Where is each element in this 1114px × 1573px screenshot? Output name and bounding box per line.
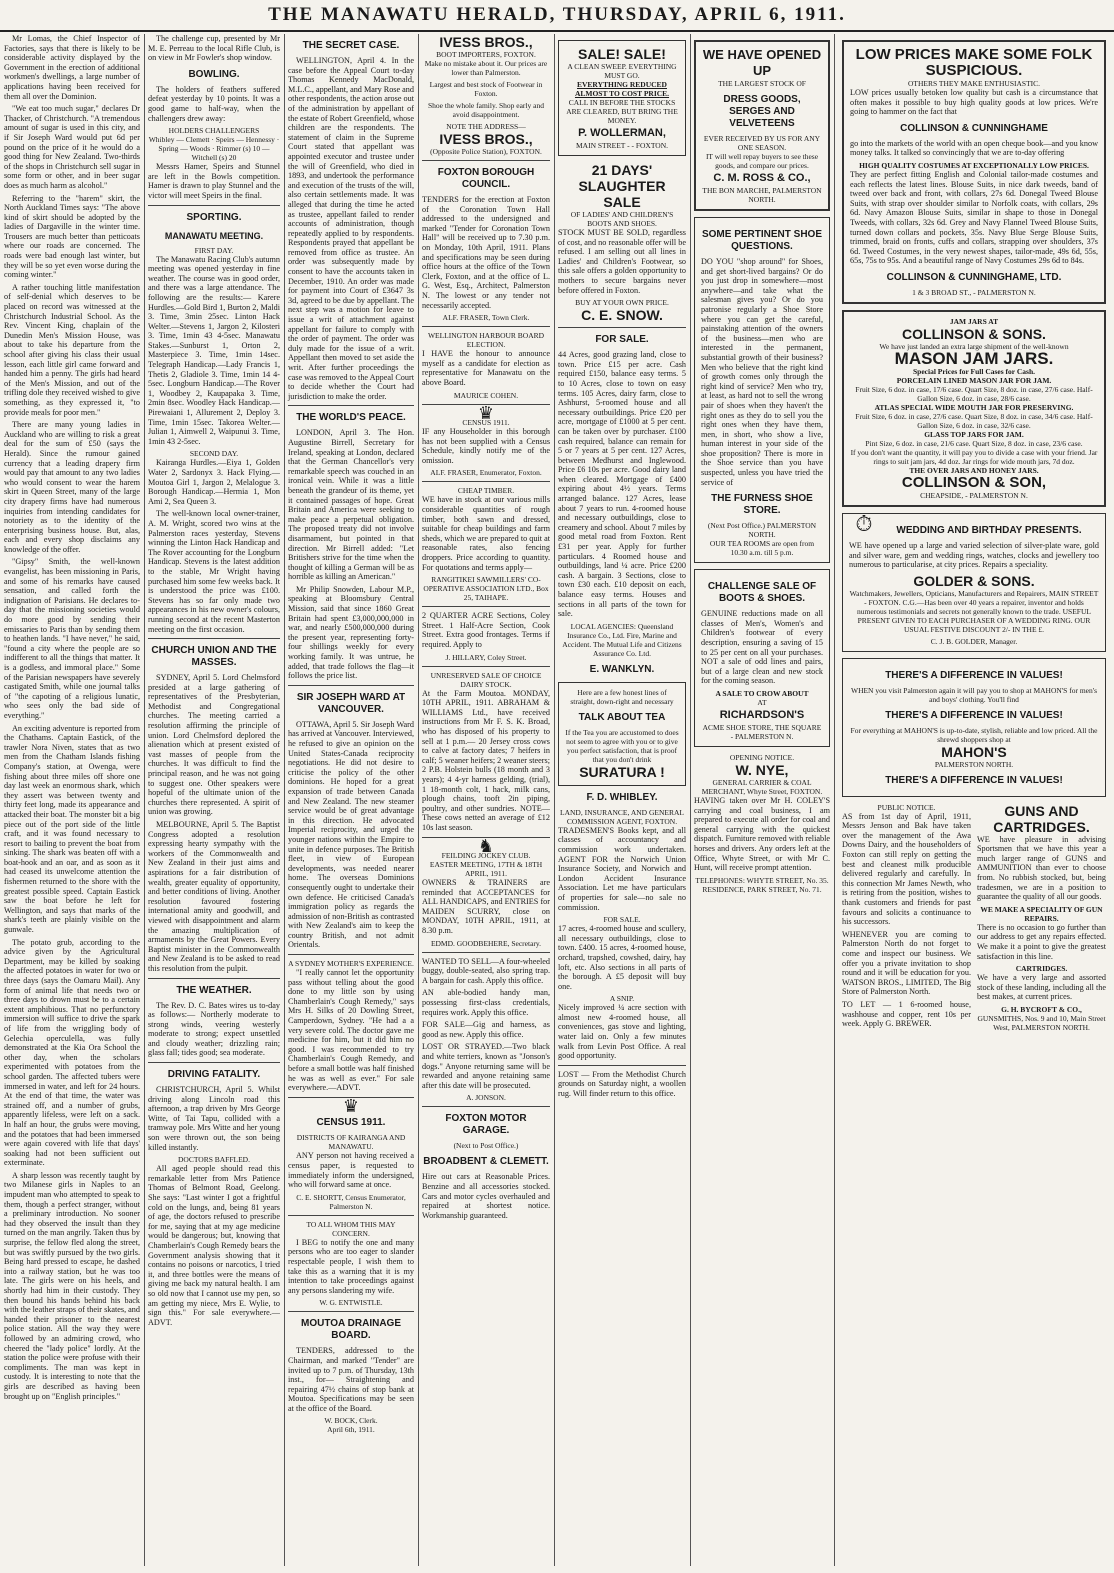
ad-text: Special Prices for Full Cases for Cash.: [912, 366, 1035, 376]
ad-text: DO YOU "shop around" for Shoes, and get short-lived bargains? Or do you just drop in somewhere—most anywhere—and take what the salesman gives you? Or do you patronise regularly a Shoe Store where you can get the careful, painstaking attention of the owners of the business—men who are interested in the permanent, substantial growth of their business? Men who believe that the right kind of growth comes only through the right kind of service? Men who try, at least, as hard not to sell the wrong pair of shoes when they haven't the right ones as they do to sell you the right ones when they have them, men, in short, who show a live, human interest in your side of the shoe proposition? There is more in the Shoe service than you have suspected, unless you have tried the service of: [701, 257, 823, 487]
bottom-ads-row: [842, 803, 1106, 1032]
signature: RANGITIKEI SAWMILLERS' CO-OPERATIVE ASSOCIATION LTD., Box 25, TAIHAPE.: [423, 575, 549, 603]
article-paragraph: The Manawatu Racing Club's autumn meeting was opened yesterday in fine weather. The course was in good order, and there was a large attendance. The following are the results:— Karere Hurdles.—Gold Bird 1, Burton 2, Maldi 3. Time, 3min 25sec. Linton Hack Welter.—Stevens 1, Jargon 2, Kilosteri 3. Time, 1min 43 4-5sec. Manawatu Stakes.—Sunburst 1, Orton 2, Masterpiece 3. Time, 1min 14sec. Telegraph Handicap.—Lady Francis 1, Thetis 2, Gladiole 3. Time, 1min 14 4-5sec. Longburn Handicap.—The Rover 1, Woodbey 2, Kaupapaka 3. Time, 2min 8sec. Woodley Hack Handicap.—Pirewaiani 1, Allurement 2, Deploy 3. Time, 1min 15sec. Takorea Welter.—Julian 1, Aimwell 2, Waipunui 3. Time, 1min 43 2-5sec.: [148, 254, 280, 446]
divider: [288, 1215, 414, 1216]
ad-text: OUR TEA ROOMS are open from 10.30 a.m. till 5 p.m.: [709, 539, 815, 558]
subhead-timber: CHEAP TIMBER.: [457, 486, 515, 496]
article-paragraph: Mr Lomas, the Chief Inspector of Factories, says that there is likely to be considerable activity displayed by the Government in the erection of additional workmen's dwellings, a large number of applications having been received for them all over the Dominion.: [4, 34, 140, 101]
ad-furness: [694, 217, 830, 563]
ad-difference-title-3: THERE'S A DIFFERENCE IN VALUES!: [885, 774, 1063, 786]
ad-address: PALMERSTON NORTH.: [934, 759, 1014, 769]
signature: C. J. B. GOLDER, Manager.: [930, 636, 1018, 646]
article-paragraph: Messrs Hamer, Speirs and Stunnel are left in the Bowls competition. Hamer is drawn to play Stunnel and the victor will meet Speirs in the final.: [148, 162, 280, 200]
divider: [148, 1062, 280, 1063]
headline-fatality: DRIVING FATALITY.: [167, 1069, 261, 1081]
ad-text: Make no mistake about it. Our prices are lower than Palmerston.: [424, 59, 548, 77]
divider: [422, 666, 550, 667]
article-paragraph: A rather touching little manifestation of self-denial which deserves to be placed on record was witnessed at the Christchurch Industrial School. As the Rev. Vincent King, chaplain of the Dunedin Men's Mission House, was about to take his departure from the school after giving his class their usual lesson, each little girl came forward and handed him a penny. The girls had heard of the Men's Mission, and out of the trifling dole they received wished to give something, as they expressed it, "to provide meals for poor men.": [4, 282, 140, 417]
coat-of-arms-icon: ♛: [342, 1095, 360, 1116]
divider: [422, 952, 550, 953]
ad-jam-jars: JAM JARS AT: [949, 316, 999, 326]
ad-opened-title: WE HAVE OPENED UP: [702, 47, 822, 78]
pocket-watch-icon: ⏱: [855, 510, 873, 536]
ad-gun-repairs: WE MAKE A SPECIALITY OF GUN REPAIRS.: [980, 904, 1103, 923]
article-paragraph: "Gipsy" Smith, the well-known evangelist, has been missioning in Paris, and some of his remarks have caused sensation, and called forth the indignation of Parisians. He declares to-day that the missioning societies would do more good by sending their emissaries to Paris than by sending them to heathen lands. "I have never," he said, "found a city where the people are so indifferent to all the things that matter. It is a godless, and immoral place." Some of the Parisian newspapers have severely castigated Smith, while one journal talks of "the capoting of a religious lunatic, who sees only the bad side of everything.": [4, 557, 140, 720]
ad-glass-head: GLASS TOP JARS FOR JAM.: [924, 429, 1024, 439]
ad-address: (Next Post Office.) PALMERSTON NORTH.: [707, 521, 817, 540]
divider: [422, 1106, 550, 1107]
ad-text: WE have pleasure in advising Sportsmen that we have this year a much larger range of GUNS and AMMUNITION than ever to choose from. No rubbish stocked, but, being tradesmen, we are in a position to guarantee the quality of all our goods.: [977, 834, 1106, 902]
subhead-jockey: FEILDING JOCKEY CLUB.: [441, 851, 531, 861]
subhead-snip: A SNIP.: [609, 994, 635, 1004]
ad-cs-name: COLLINSON & SON,: [901, 473, 1047, 491]
ad-text: 2 QUARTER ACRE Sections, Coley Street. 1 Half-Acre Section, Cook Street. Extra good frontages. Terms if required. Apply to: [422, 611, 550, 649]
ad-address: ACME SHOE STORE, THE SQUARE - PALMERSTON N.: [702, 723, 822, 741]
divider: [148, 638, 280, 639]
ad-collinson-sons: [842, 310, 1106, 507]
ad-text: If the Tea you are accustomed to does not seem to agree with you or to give you perfect satisfaction, that is proof that you don't drink: [565, 727, 679, 764]
article-paragraph: SYDNEY, April 5. Lord Chelmsford presided at a large gathering of representatives of the Presbyterian, Methodist and Congregational churches. The meeting carried a resolution affirming the principle of union. Lord Chelmsford deplored the alienation which at present existed of vast masses of people from the churches. It was difficult to find the principal reason, and he was not going to suggest one. Other speakers were hopeful of the ultimate union of the churches there represented. A spirit of union was growing.: [148, 673, 280, 817]
subhead-meeting: MANAWATU MEETING.: [164, 230, 264, 241]
headline-census: CENSUS 1911.: [316, 1117, 386, 1129]
ad-suratura-name: SURATURA !: [579, 763, 665, 780]
signature: C. E. SHORTT, Census Enumerator, Palmerston N.: [296, 1192, 406, 1211]
ad-difference-title: THERE'S A DIFFERENCE IN VALUES!: [885, 669, 1063, 681]
date: April 6th, 1911.: [327, 1425, 375, 1435]
column-2: [144, 34, 284, 1566]
subhead-doctors: DOCTORS BAFFLED.: [178, 1155, 250, 1165]
ad-text: NOTE THE ADDRESS—: [446, 122, 526, 131]
ad-difference-title-2: THERE'S A DIFFERENCE IN VALUES!: [885, 709, 1063, 721]
ad-collinson-cunninghame: [842, 40, 1106, 304]
ad-text: FOR SALE—Gig and harness, as good as new. Apply this office.: [422, 1020, 550, 1039]
ad-ivess-subtitle: BOOT IMPORTERS, FOXTON.: [436, 50, 536, 59]
ad-text: EVER RECEIVED BY US FOR ANY ONE SEASON.: [703, 134, 821, 152]
headline-weather: THE WEATHER.: [176, 984, 252, 996]
ad-text: We have just landed an extra large shipment of the well-known: [879, 341, 1069, 351]
coat-of-arms-icon: ♛: [477, 402, 495, 423]
column-4: [418, 34, 554, 1566]
divider: [288, 954, 414, 955]
ad-address: (Next to Post Office.): [453, 1141, 519, 1151]
ad-text: STOCK MUST BE SOLD, regardless of cost, and no reasonable offer will be refused. I am selling out all lines in Ladies' and Children's Footwear, so this sale offers a golden opportunity to mothers to secure bargains never before offered in Foxton.: [558, 228, 686, 295]
ad-shoe-title: SOME PERTINENT SHOE QUESTIONS.: [701, 229, 822, 252]
ad-text: LOST — From the Methodist Church grounds on Saturday night, a woollen rug. Will finder return to this office.: [558, 1069, 686, 1099]
subhead-second-day: SECOND DAY.: [189, 449, 239, 459]
ad-text: Fruit Size, 6 doz. in case, 27/6 case. Quart Size, 8 doz. in case, 34/6 case. Half-Gallon Size, 6 doz. in case, 32/6 case.: [855, 411, 1093, 430]
ad-text: Nicely improved ¼ acre section with almost new 4-roomed house, all conveniences, gas stove and lighting, water laid on. Only a few minutes walk from Levin Post Office. A real good opportunity.: [558, 1003, 686, 1061]
ad-mahon: [842, 658, 1106, 797]
signature: A. JONSON.: [466, 1093, 506, 1103]
ad-text: WANTED TO SELL—A four-wheeled buggy, double-seated, also spring trap. A bargain for cash. Apply this office.: [422, 956, 551, 985]
ad-cartridges: CARTRIDGES.: [1015, 964, 1068, 974]
article-paragraph: MELBOURNE, April 5. The Baptist Congress adopted a resolution expressing hearty sympathy with the workers of the Commonwealth and New Zealand in their just aims and aspirations for a fair distribution of wealth, greater equality of opportunity, and better conditions of living. Another resolution favoured fostering international amity and goodwill, and viewed with disappointment and alarm the amazing multiplication of armaments by the Great Powers. Every Baptist minister in the Commonwealth and New Zealand is to be asked to read this resolution from the pulpit.: [148, 820, 280, 973]
ad-text: GENUINE reductions made on all classes of Men's, Women's and Children's footwear of every description, ensuring a saving of 15 to 25 per cent on all your purchases. NOT a sale of odd lines and pairs, but of a large clean and new stock for the coming season.: [701, 609, 823, 686]
subhead-mother: A SYDNEY MOTHER'S EXPERIENCE.: [288, 959, 414, 969]
bowling-table-head: HOLDERS CHALLENGERS: [168, 126, 260, 136]
ad-whibley-name: F. D. WHIBLEY.: [586, 791, 658, 803]
article-paragraph: LONDON, April 3. The Hon. Augustine Birrell, Secretary for Ireland, speaking at London, declared that the German Chancellor's very remarkable speech was couched in an ironical vein. While it was a little beneath the grandeur of its theme, yet it contained passages of hope. Great Britain and America were seeking to make peace a perpetual obligation. The proposed treaty did not involve disarmament, but pointed in that direction. Mr Birrell added: "Let Britishers strive for the time when the thought of killing a German will be as horrible as killing an American.": [288, 428, 414, 582]
ad-text: Largest and best stock of Footwear in Foxton.: [429, 80, 543, 98]
signature: MAURICE COHEN.: [453, 390, 519, 400]
ad-dress-goods: DRESS GOODS, SERGES AND VELVETEENS: [723, 94, 801, 129]
headline-drainage: MOUTOA DRAINAGE BOARD.: [301, 1318, 401, 1342]
ad-address: GUNSMITHS, Nos. 9 and 10, Main Street West, PALMERSTON NORTH.: [977, 1014, 1106, 1032]
ad-nye-name: W. NYE,: [735, 762, 789, 778]
ad-wedding-title: WEDDING AND BIRTHDAY PRESENTS.: [896, 524, 1082, 536]
ad-ivess-title: IVESS BROS.,: [439, 34, 533, 50]
signature: J. HILLARY, Coley Street.: [445, 652, 527, 662]
column-7: [834, 34, 1114, 1566]
article-paragraph: The Rev. D. C. Bates wires us to-day as follows:— Northerly moderate to strong winds, veering westerly moderate to strong; expect unsettled and cloudy weather; drizzling rain; glass fall; tides good; sea moderate.: [148, 1000, 280, 1058]
divider: [558, 1065, 686, 1066]
divider: [288, 1311, 414, 1312]
article-paragraph: Referring to the "harem" skirt, the North Auckland Times says: "The above kind of skirt should be adopted by the ladies of Dargaville in the winter time. Trousers are much better than petticoats where our roads are concerned. The roads were bad enough last winter, but they will be so yet even worse during the coming winter.": [4, 193, 140, 280]
article-paragraph: TENDERS, addressed to the Chairman, and marked "Tender" are invited up to 7 p.m. of Thursday, 13th inst., for— Straightening and repairing 47½ chains of stop bank at Moutoa. Specifications may be seen at the office of the Board.: [288, 1346, 414, 1413]
headline-garage: FOXTON MOTOR GARAGE.: [445, 1113, 527, 1137]
ad-text: THE LARGEST STOCK OF: [718, 79, 806, 88]
ad-costumes-head: HIGH QUALITY COSTUMES AT EXCEPTIONALLY LOW PRICES.: [859, 160, 1089, 170]
subhead-easter: EASTER MEETING, 17TH & 18TH APRIL, 1911.: [429, 860, 543, 879]
divider: [148, 205, 280, 206]
ad-atlas-head: ATLAS SPECIAL WIDE MOUTH JAR FOR PRESERVING.: [874, 402, 1074, 412]
ad-text: CALL IN BEFORE THE STOCKS ARE CLEARED, BUT BRING THE MONEY.: [566, 98, 678, 125]
divider: [288, 405, 414, 406]
ad-wollerman-name: P. WOLLERMAN,: [578, 127, 666, 139]
ad-text: They are perfect fitting English and Colonial tailor-made costumes and each reflects the latest lines. Blouse Suits, in nice dark tweeds, band of tweed over back and front, with collars, 27s 6d. Donegal Tweed Blouse Suits, with strap over shoulder similar to Norfolk coats, with collars, 29s 6d. Navy Amazon Blouse Suits, similar in shape to those in Donegal Tweeds, with collars, 32s 6d. Grey and Navy Flannel Tweed Blouse Suits, turned down collars and pockets, 35s. Navy Blue Serge Blouse Suits, trimmed, braid on fronts, cuffs and collars, strapping over shoulders, 37s 6d. Tweed Costumes, in the very newest shapes, tailor-made, 49s 6d, 55s, 65s, 75s to 95s. And a beautiful range of Navy Costumes 29s 6d to 84s.: [850, 169, 1098, 266]
ad-text: AN able-bodied handy man, possessing first-class credentials, requires work. Apply this office.: [422, 988, 550, 1017]
ad-richardson: [694, 569, 830, 747]
ad-telephones: TELEPHONES: WHYTE STREET, No. 35. RESIDENCE, PARK STREET, No. 71.: [695, 875, 829, 894]
ad-text: Here are a few honest lines of straight, down-right and necessary: [570, 687, 674, 706]
ad-text: LOW prices usually betoken low quality but cash is a circumstance that often makes it possible to buy high quality goods at low prices. We're going to hammer on the fact that: [850, 88, 1098, 117]
ad-text: TENDERS for the erection at Foxton of the Coronation Town Hall addressed to the undersigned and marked "Tender for Coronation Town Hall" will be received up to 7.30 p.m. on Monday, 10th April, 1911. Plans and specifications may be seen during office hours at the office of the Town Clerk, Foxton, and at the office of L. G. West, Esq., Architect, Palmerston N. The lowest or any tender not necessarily accepted.: [422, 195, 550, 310]
ad-text: I HAVE the honour to announce myself as a candidate for election as representative for Manawatu on the above Board.: [422, 349, 550, 387]
ad-text: 17 acres, 4-roomed house and scullery, all necessary outbuildings, close to town. £400. 15 acres, 4-roomed house, orchard, trapshed, cowshed, dairy, hay loft, etc. Also sections in all parts of the borough. A £5 deposit will buy one.: [558, 924, 686, 991]
headline-for-sale: FOR SALE.: [595, 334, 649, 346]
ad-tea-title: TALK ABOUT TEA: [578, 711, 666, 723]
ad-text: HAVING taken over Mr H. COLEY'S carrying and coal business, I am prepared to execute all order for coal and general carrying with the quickest dispatch. Furniture removed with reliable horses and drivers. Any orders left at the Office, Whyte Street, or with Mr C. Hunt, will receive prompt attention.: [694, 796, 830, 873]
ad-sale-title: SALE! SALE!: [578, 46, 666, 62]
headline-council: FOXTON BOROUGH COUNCIL.: [437, 167, 535, 190]
ad-bycroft: [977, 803, 1106, 1032]
article-paragraph: CHRISTCHURCH, April 5. Whilst driving along Lincoln road this afternoon, a trap driven by Mrs George Witte, of Tai Tapu, collided with a tramway pole. Mrs Witte and her young son were thrown out, the son being killed instantly.: [148, 1085, 280, 1152]
ad-subtitle: OTHERS THEY MAKE ENTHUSIASTIC.: [907, 79, 1041, 88]
article-paragraph: Mr Philip Snowden, Labour M.P., speaking at Bloomsbury Central Mission, said that since 1860 Great Britain had spent £3,000,000,000 in war, and nearly £500,000,000 during the present year, representing forty-four shillings weekly for every working family. It was untrue, he added, that trade follows the flag—it follows the price list.: [288, 584, 414, 681]
article-paragraph: "I really cannot let the opportunity pass without telling about the good done to my little son by using Chamberlain's Cough Remedy," says Mrs H. Silks of 20 Dowling Street, Camperdown, Sydney. "He had a a very severe cold. The doctor gave me medicine for him, but it did him no good. I was recommended to try Chamberlain's Cough Remedy, and before a small bottle was half finished he was as well as ever." For sale everywhere.—ADVT.: [288, 968, 414, 1093]
divider: [422, 606, 550, 607]
article-paragraph: ANY person not having received a census paper, is requested to immediately inform the undersigned, who will forward same at once.: [288, 1151, 414, 1190]
ad-golder-name: GOLDER & SONS.: [913, 572, 1035, 589]
ad-golder: [842, 510, 1106, 652]
ad-address: CHEAPSIDE, - PALMERSTON N.: [920, 490, 1028, 500]
ad-text: Pint Size, 6 doz. in case, 21/6 case. Quart Size, 8 doz. in case, 23/6 case.: [865, 438, 1083, 448]
divider: [558, 327, 686, 328]
headline-bowling: BOWLING.: [188, 68, 240, 80]
ad-text: Watchmakers, Jewellers, Opticians, Manufacturers and Repairers, MAIN STREET - FOXTON. C.G.—Has been over 40 years a repairer, inventor and holds numerous testimonials and secrets not generally known to the trade. USEFUL PRESENT GIVEN TO EACH PURCHASER OF A WEDDING RING. OUR USUAL FESTIVE DISCOUNT 2/- IN THE £.: [849, 588, 1099, 634]
ad-text: Fruit Size, 6 doz. in case, 17/6 case. Quart Size, 8 doz. in case, 27/6 case. Half-Gallon Size, 6 doz. in case, 28/6 case.: [855, 384, 1093, 403]
ad-furness-name: THE FURNESS SHOE STORE.: [711, 493, 813, 517]
signature: ALF. FRASER, Town Clerk.: [442, 313, 530, 323]
ad-ross-name: C. M. ROSS & CO.,: [713, 172, 811, 184]
ad-guns-title: GUNS AND CARTRIDGES.: [993, 802, 1090, 835]
article-paragraph: The well-known local owner-trainer, A. M. Wright, scored two wins at the Palmerston races yesterday, Stevens winning the Linton Hack Handicap and The Rover accounting for the Longburn Handicap. Stevens is the latest addition to the stable, Mr Wright having purchased him some few weeks back. It is understood the price was £100. Stevens has so far only made two appearances in his new owner's colours, running second at the recent Masterton meeting on the first occasion.: [148, 509, 280, 634]
article-paragraph: The holders of feathers suffered defeat yesterday by 10 points. It was a good game to half-way, when the challengers drew away:: [148, 84, 280, 123]
ad-text: We have a very large and assorted stock of these landing, including all the best makes, at current prices.: [977, 973, 1106, 1002]
column-1: [0, 34, 144, 1566]
racehorse-icon: ♞: [477, 835, 495, 856]
article-paragraph: WELLINGTON, April 4. In the case before the Appeal Court to-day Thomas Kennedy MacDonald, M.L.C., appellant, and Mary Rose and other respondents, the action arose out of the administration by appellant of the estate of Robert Greenfield, whose children are the respondents. The statement of claim in the Supreme Court stated that appellant was appointed executor and trustee under the will of Greenfield, who died in 1893, and undertook the performance and execution of the trusts of the will, also certain settlements made. It was alleged that during the time he acted as trustee, appellant failed to render accounts of administration, though repeatedly applied to by respondents. Respondents prayed that appellant be removed from office as trustee. An order was subsequently made by consent to have the accounts taken in December, 1910. An order was made for payment into Court of £3647 3s 3d, agreed to be due by appellant. The next step was a motion for leave to issue a writ of attachment against appellant for failure to comply with the order of payment. The order was duly made for the issue of a writ. Appellant then moved to set aside the writ. After further proceedings the case was removed to the Appeal Court to decide whether the Court had jurisdiction to make the order.: [288, 56, 414, 401]
headline-secret-case: THE SECRET CASE.: [302, 40, 400, 51]
ad-text: TO LET — 1 6-roomed house, washhouse and copper, rent 10s per week. Apply G. BREWER.: [842, 999, 971, 1029]
ad-cc-ltd: COLLINSON & CUNNINGHAME, LTD.: [886, 271, 1062, 283]
ad-text: OWNERS & TRAINERS are reminded that ACCEPTANCES for ALL HANDICAPS, and ENTRIES for MAIDEN SCURRY, close on MONDAY, 10TH APRIL, 1911, at 8.30 p.m.: [422, 878, 550, 936]
ad-text: IF any Householder in this borough has not been supplied with a Census Schedule, kindly notify me of the omission.: [422, 427, 550, 465]
ad-text: WE have in stock at our various mills considerable quantities of rough timber, both sawn and dressed, suitable for cheap buildings and farm sheds, which we are prepared to quit at reasonable rates, also fencing droppers. Price according to quantity. For quotations and terms apply—: [422, 495, 550, 572]
ad-text: Shoe the whole family. Shop early and avoid disappointment.: [428, 101, 544, 119]
ad-low-prices-title: LOW PRICES MAKE SOME FOLK SUSPICIOUS.: [855, 46, 1093, 79]
ad-crow: A SALE TO CROW ABOUT: [715, 689, 809, 698]
ad-ross: [694, 40, 830, 211]
ad-text: LOCAL AGENCIES: Queensland Insurance Co., Ltd. Fire, Marine and Accident. The Mutual Life and Citizens Assurance Co. Ltd.: [562, 621, 682, 658]
ad-porcelain-head: PORCELAIN LINED MASON JAR FOR JAM.: [896, 375, 1052, 385]
signature: W. G. ENTWISTLE.: [319, 1298, 383, 1308]
ad-text: WHENEVER you are coming to Palmerston North do not forget to come and inspect our business. We offer you a private invitation to shop round and it will be education for you. WATSON BROS., LIMITED, The Big Store of Palmerston North.: [842, 929, 971, 997]
divider: [148, 978, 280, 979]
signature: W. BOCK, Clerk.: [324, 1416, 378, 1426]
column-5: [554, 34, 690, 1566]
divider: [288, 685, 414, 686]
subhead-harbour: WELLINGTON HARBOUR BOARD ELECTION.: [427, 331, 545, 350]
article-paragraph: I BEG to notify the one and many persons who are too eager to slander respectable people, I wish them to take this as a warning that it is my intention to take proceedings against any persons slandering my wife.: [288, 1237, 414, 1295]
article-paragraph: There are many young ladies in Auckland who are willing to risk a great deal for the sum of £50 (says the Herald). Since the rumour gained currency that a leading drapery firm would pay that amount to any two ladies who would consent to wear the harem skirt in Queen Street, many of the large city drapery firms have had numerous inquiries from intending candidates for notoriety as to the identity of the enterprising business house. But, alas, each and every shop disclaims any knowledge of the offer.: [4, 420, 140, 554]
ad-text: EVERYTHING REDUCED ALMOST TO COST PRICE.: [574, 80, 670, 98]
subhead-first-day: FIRST DAY.: [194, 245, 234, 255]
subhead-dairy: UNRESERVED SALE OF CHOICE DAIRY STOCK.: [430, 670, 542, 689]
ad-text: TRADESMEN'S Books kept, and all classes of accountancy and commission work undertaken. AGENT FOR the Norwich Union Insurance Society, and Norwich and London Accident Insurance Association. Let me have particulars of properties for sale—no sale no commission.: [558, 825, 686, 912]
ad-text: 44 Acres, good grazing land, close to town. Price £15 per acre. Cash required £150, balance easy terms. 5 to 10 Acres, close to town on easy terms. 105 Acres, dairy farm, close to Ashhurst, 5-roomed house and all necessary outbuildings. Price £20 per acre, mortgage of £1000 at 5 per cent. can be taken over by purchaser. £100 cash required, balance can remain for 5 or 7 years at 5 per cent. 127 Acres, between Medhurst and Inglewood. Price £6 10s per acre. Good dairy land when cleared. Mortgage of £400 expiring about 4½ years. Terms arranged balance. 127 Acres, lease about 7 years to run. 4-roomed house and necessary outbuildings, close to creamery and school. About 7 miles by good metal road from Foxton. Rent £31 per year. Apply for further particulars. 4 Roomed house and outbuildings, land ¼ acre. Price £200 cash. A bargain. 3 Sections, close to town £30 each. £10 deposit on each, balance easy terms. Houses and sections in all parts of the town for sale.: [558, 350, 687, 619]
ad-over-jars: THE OVER JARS AND HONEY JARS.: [909, 465, 1039, 475]
ad-richardson-name: RICHARDSON'S: [719, 709, 805, 721]
column-6: [690, 34, 834, 1566]
ad-address: (Opposite Police Station), FOXTON.: [430, 147, 542, 156]
ad-text: Hire out cars at Reasonable Prices. Benzine and all accessories stocked. Cars and motor cycles overhauled and repaired at shortest notice. Workmanship guaranteed.: [422, 1172, 550, 1220]
ad-ivess-title-2: IVESS BROS.,: [439, 131, 533, 147]
ad-text: For everything at MAHON'S is up-to-date, stylish, reliable and low priced. All the shrewd shoppers shop at: [850, 725, 1098, 744]
subhead-opening-notice: OPENING NOTICE.: [729, 753, 795, 762]
ad-public-notice: [842, 803, 971, 1032]
ad-text: go into the markets of the world with an open cheque book—and you know money talks. It talked so convincingly that we are to-day offering: [850, 138, 1098, 158]
subhead-concern: TO ALL WHOM THIS MAY CONCERN.: [306, 1219, 396, 1238]
ad-mahon-name: MAHON'S: [941, 743, 1007, 760]
article-paragraph: A sharp lesson was recently taught by two Milanese girls in Naples to an impudent man who attempted to speak to them, though a perfect stranger, without a preliminary introduction. No sooner had they observed the insult than they turned on the man angrily. Taken thus by surprise, the fellow fled along the street, but was swiftly pursued by the two girls. Being hard pressed to escape, he dashed into a railway station, but he was too late. The girls were on his heels, and shortly had him in their custody. They then bound his hands behind his back with the leather straps of their skates, and handed their prisoner to the nearest police station. All the way they were followed by an admiring crowd, who cheered the "lady police" lordly. At the station the police were profuse with their compliments. The man was kept in custody. It is interesting to note that the girls are described as having been brought up on "English principles.": [4, 1170, 140, 1401]
article-paragraph: OTTAWA, April 5. Sir Joseph Ward has arrived at Vancouver. Interviewed, he refused to give an opinion on the United States-Canada reciprocity negotiations. He did not desire to criticise the policy of the other dominions. He hoped for a great expansion of trade between Canada and New Zealand. The new steamer service would be of great advantage in this direction. He advocated Imperial reciprocity, and urged the younger nations within the Empire to unite in defence purposes. The British fleet, in view of European developments, was needed nearer home. The overseas Dominions consequently ought to undertake their own defence. He criticised Canada's immigration policy as regards the admission of non-British as contrasted with New Zealand's aim to keep the country British, and not admit Orientals.: [288, 719, 414, 950]
ad-text: BUY AT YOUR OWN PRICE.: [575, 298, 669, 308]
ad-text: A CLEAN SWEEP. EVERYTHING MUST GO.: [567, 62, 677, 80]
ad-snow-name: C. E. SNOW.: [581, 307, 663, 324]
ad-wanklyn-name: E. WANKLYN.: [589, 663, 655, 675]
ad-text: LOST OR STRAYED.—Two black and white terriers, known as "Jonson's dogs." Anyone returning same will be rewarded and anyone retaining same after this date will be prosecuted.: [422, 1042, 550, 1090]
headline-church: CHURCH UNION AND THE MASSES.: [151, 645, 277, 669]
article-paragraph: The potato grub, according to the advice given by the Agricultural Department, may be killed by soaking the affected potatoes in water for two or three days (says the Oamaru Mail). Any form of animal life that needs two or three days to drown must be to a certain extent amphibious. That no perfunctory immersion will suffice to drive the spark of life from the wriggling body of Gelechia operculella, was fully demonstrated at the Kia Ora School the other day, when the scholars experimented with potatoes from the school garden. The affected tubers were immersed in water, and left for 24 hours. At the end of that time, the water was strained off, and a number of grubs, apparently lifeless, were left on a sack. In half an hour, the grubs were moving, and the potatoes that had been immersed were again covered with life that days' soaking had not been sufficient out exterminate.: [4, 937, 140, 1168]
subhead-for-sale: FOR SALE.: [603, 915, 641, 925]
headline-worlds-peace: THE WORLD'S PEACE.: [296, 412, 406, 424]
ad-sons-name: COLLINSON & SONS.: [902, 325, 1046, 342]
article-paragraph: The challenge cup, presented by Mr M. E. Perreau to the local Rifle Club, is on view in Mr Fowler's shop window.: [148, 34, 280, 63]
ad-collinson-name: COLLINSON & CUNNINGHAME: [900, 122, 1048, 134]
ad-text: IT will well repay buyers to see these goods, and compare our prices.: [705, 152, 819, 170]
ad-text: WE have opened up a large and varied selection of silver-plate ware, gold and silver ware, gem and wedding rings, watches, clocks and jewellery too numerous to particularise, at city prices. Repairs a speciality.: [849, 540, 1099, 570]
ad-challenge-title: CHALLENGE SALE OF BOOTS & SHOES.: [707, 581, 817, 605]
ad-slaughter-subtitle: OF LADIES' AND CHILDREN'S BOOTS AND SHOES.: [570, 210, 674, 228]
subhead-districts: DISTRICTS OF KAIRANGA AND MANAWATU.: [296, 1133, 406, 1152]
signature: ALF. FRASER, Enumerator, Foxton.: [430, 468, 542, 478]
headline-broadbent: BROADBENT & CLEMETT.: [423, 1156, 549, 1168]
ad-wollerman: [558, 40, 686, 156]
signature: EDMD. GOODBEHERE, Secretary.: [430, 938, 542, 948]
ad-address: MAIN STREET - - FOXTON.: [575, 141, 668, 150]
ad-suratura: [558, 682, 686, 786]
subhead-public-notice: PUBLIC NOTICE.: [877, 802, 936, 812]
ad-text: AT: [757, 698, 767, 707]
ad-text: At the Farm Moutoa. MONDAY, 10TH APRIL, 1911. ABRAHAM & WILLIAMS Ltd., have received instructions from Mr F. S. K. Broad, who has disposed of his property to sell at 1 p.m.— 20 Jersey cross cows to calve at factory dates; 7 heifers in calf; 5 weaner heifers; 2 weaner steers; 2 P.B. Holstein bulls (18 month and 3 years); 4 4-yr harness gelding, (trial), 1 18-month colt, 1 hack, milk cans, plough chains, tooft 2in piping, poultry, and other sundries. NOTE—These cows netted an average of £12 10s last season.: [422, 688, 550, 832]
headline-ward: SIR JOSEPH WARD AT VANCOUVER.: [296, 691, 406, 715]
ad-whibley-subtitle: LAND, INSURANCE, AND GENERAL COMMISSION AGENT, FOXTON.: [560, 807, 684, 826]
ad-ross-address: THE BON MARCHE, PALMERSTON NORTH.: [702, 186, 822, 204]
ad-text: There is no occasion to go further than our address to get any repairs effected. We make it a point to give the greatest satisfaction in this line.: [977, 922, 1106, 961]
article-paragraph: Kairanga Hurdles.—Eiya 1, Golden Water 2, Sardonyx 3. Hack Flying.—Moutoa Girl 1, Jargon 2, Melalogue 3. Borough Handicap.—Hermia 1, Mon Ami 2, Sea Queen 3.: [148, 458, 280, 506]
ad-mason-title: MASON JAM JARS.: [894, 348, 1054, 368]
headline-sporting: SPORTING.: [186, 211, 242, 223]
article-paragraph: "We eat too much sugar," declares Dr Thacker, of Christchurch. "A tremendous amount of sugar is used in this city, and if Sir Joseph Ward would put 6d per pound on the price of it he would do a good thing for New Zealand. Two-thirds of the shops in Christchurch sell sugar in some form or other, and in beer sugar does as much harm as alcohol.": [4, 104, 140, 190]
divider: [422, 481, 550, 482]
divider: [422, 326, 550, 327]
article-paragraph: All aged people should read this remarkable letter from Mrs Patience Thomas of Belmont Road, Geelong. She says: "Last winter I got a frightful cold on the lungs, and, being 81 years of age, the doctors refused to prescribe for me, saying that at my age medicine would be dangerous; but, knowing that Chamberlain's Cough Remedy bears the Government analysis showing that it contains no poisons or narcotics, I tried it, and three bottles were the means of giving me back my natural health. I am so old now that I cannot use my pen, so am getting my niece, Mrs E. Wylie, to sign this." For sale everywhere.—ADVT.: [148, 1164, 280, 1327]
article-paragraph: An exciting adventure is reported from the Chathams. Captain Eastick, of the trawler Nora Niven, states that as two men from the Chatham Islands fishing Company's station, at Owenga, were fishing about three miles off shore one day last week an enormous shark, which they assert was between twenty and thirty feet long, made its appearance and attacked their boat. The monster bit a big piece out of the port side of the little craft, and it was found necessary to resort to bailing to prevent the boat from sinking. The shark was beaten off with a boat-hook and an oar, and as soon as it had ceased its unwelcome attention the fishermen returned to the shore with the greatest possible speed. Captain Eastick saw the boat before he left for Wellington, and says that marks of the shark's teeth are plainly visible on the gunwale.: [4, 723, 140, 935]
divider: [422, 160, 550, 161]
masthead: THE MANAWATU HERALD, THURSDAY, APRIL 6, 1911.: [0, 0, 1114, 32]
ad-text: If you don't want the quantity, it will pay you to divide a case with your friend. Jar rings to suit jam jars, 4d doz. Jar rings for wide mouth jars, 7d doz.: [850, 447, 1098, 466]
bowling-table-rows: Whibley — Clemett · Speirs — Hennessy · Spring — Woods · Rimmer (s) 10 — Witchell (s) 20: [148, 135, 280, 163]
ad-text: AS from 1st day of April, 1911, Messrs Jenson and Bak have taken over the management of the Awa Downs Dairy, and the householders of Foxton can still reply on getting the best and cleanest milk producible delivered regularly and carefully. In this connection Mr James Newth, who is retiring from the position, wishes to thank customers and friends for past favours and solicits a continuance to his successors.: [842, 811, 971, 927]
ad-text: WHEN you visit Palmerston again it will pay you to shop at MAHON'S for men's and boys' clothing. You'll find: [850, 685, 1097, 704]
column-3: [284, 34, 418, 1566]
ad-slaughter-title: 21 DAYS' SLAUGHTER SALE: [578, 162, 666, 210]
ad-address: 1 & 3 BROAD ST., - PALMERSTON N.: [912, 287, 1036, 297]
subhead-census: CENSUS 1911.: [462, 418, 510, 428]
ad-bycroft-name: G. H. BYCROFT & CO.,: [1001, 1005, 1082, 1014]
ad-nye-subtitle: GENERAL CARRIER & COAL MERCHANT, Whyte Street, FOXTON.: [701, 778, 823, 796]
